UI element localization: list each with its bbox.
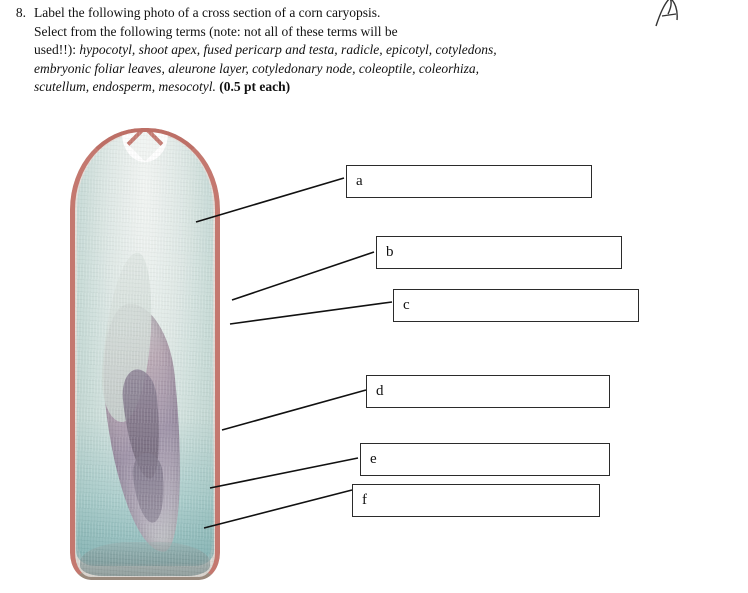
answer-box-d-label: d [376,383,384,399]
kernel-section-image [70,128,220,580]
term-list-line-2: embryonic foliar leaves, aleurone layer, cotyledonary node, coleoptile, coleorhiza, [34,60,480,76]
question-line-3: used!!): [34,42,80,57]
corn-caryopsis-photo [62,128,252,580]
leader-line-b [232,252,374,300]
question-line-2: Select from the following terms (note: not all of these terms will be [34,23,398,39]
question-block [8,4,608,97]
leader-line-c [230,302,392,324]
term-list-line-3: scutellum, endosperm, mesocotyl. [34,79,220,94]
answer-box-f-label: f [362,492,367,508]
answer-box-e[interactable] [360,443,610,476]
stray-pencil-mark-icon [650,0,690,30]
answer-box-c[interactable] [393,289,639,322]
question-number: 8. [15,5,26,20]
answer-box-a-label: a [356,173,363,189]
points-note: (0.5 pt each) [219,79,291,94]
pericarp-outline [70,128,220,580]
answer-box-b[interactable] [376,236,622,269]
question-line-1: Label the following photo of a cross section of a corn caryopsis. [34,5,381,20]
answer-box-a[interactable] [346,165,592,198]
answer-box-e-label: e [370,451,377,467]
answer-box-f[interactable] [352,484,600,517]
term-list-line-1: hypocotyl, shoot apex, fused pericarp and testa, radicle, epicotyl, cotyledons, [79,42,497,57]
answer-box-c-label: c [403,297,410,313]
question-text [34,4,594,97]
question-row [8,4,608,97]
answer-box-b-label: b [386,244,394,260]
answer-box-d[interactable] [366,375,610,408]
